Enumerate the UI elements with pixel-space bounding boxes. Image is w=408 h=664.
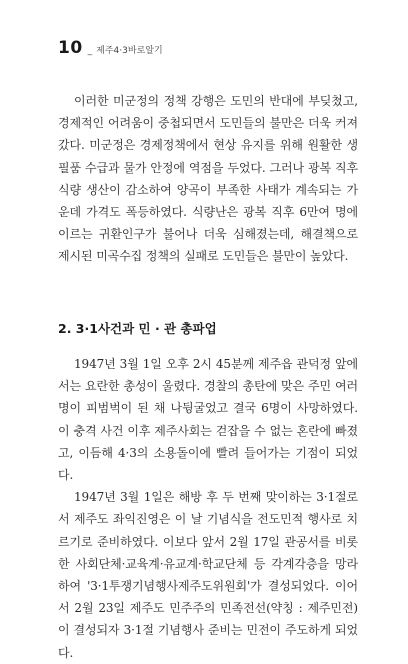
paragraph: 이러한 미군정의 정책 강행은 도민의 반대에 부딪쳤고, 경제적인 어려움이 중첩되면서 도민들의 불만은 더욱 커져갔다. 미군정은 경제정책에서 현상 유지를 위해 원활한 생필품 수급과 물가 안정에 역점을 두었다. 그러나 광복 직후 식량 생산이 감소하여 양곡이 부족한 사태가 계속되는 가운데 가격도 폭등하였다. 식량난은 광복 직후 6만여 명에 이르는 귀환인구가 불어나 더욱 심해졌는데, 해결책으로 제시된 미곡수집 정책의 실패로 도민들은 불만이 높았다.	[58, 94, 358, 264]
paragraph: 1947년 3월 1일은 해방 후 두 번째 맞이하는 3·1절로서 제주도 좌익진영은 이 날 기념식을 전도민적 행사로 치르기로 준비하였다. 이보다 앞서 2월 17일 관공서를 비롯한 사회단체·교육계·유교계·학교단체 등 각계각층을 망라하여 '3·1투쟁기념행사제주도위원회'가 결성되었다. 이어서 2월 23일 제주도 민주주의 민족전선(약칭 : 제주민전)이 결성되자 3·1절 기념행사 준비는 민전이 주도하게 되었다.	[58, 490, 358, 660]
page-number: 10	[58, 38, 83, 58]
book-title: 제주4·3바로알기	[96, 46, 163, 56]
section-text-block	[58, 353, 358, 664]
header-separator: _	[87, 46, 93, 56]
section-heading: 2. 3·1사건과 민 · 관 총파업	[58, 321, 217, 336]
intro-text-block	[58, 90, 358, 268]
running-header	[58, 38, 163, 58]
paragraph: 1947년 3월 1일 오후 2시 45분께 제주읍 관덕정 앞에서는 요란한 총성이 울렸다. 경찰의 총탄에 맞은 주민 여러 명이 피범벅이 된 채 나뒹굴었고 결국 6명이 사망하였다. 이 충격 사건 이후 제주사회는 걷잡을 수 없는 혼란에 빠졌고, 이듬해 4·3의 소용돌이에 빨려 들어가는 기점이 되었다.	[58, 357, 358, 483]
